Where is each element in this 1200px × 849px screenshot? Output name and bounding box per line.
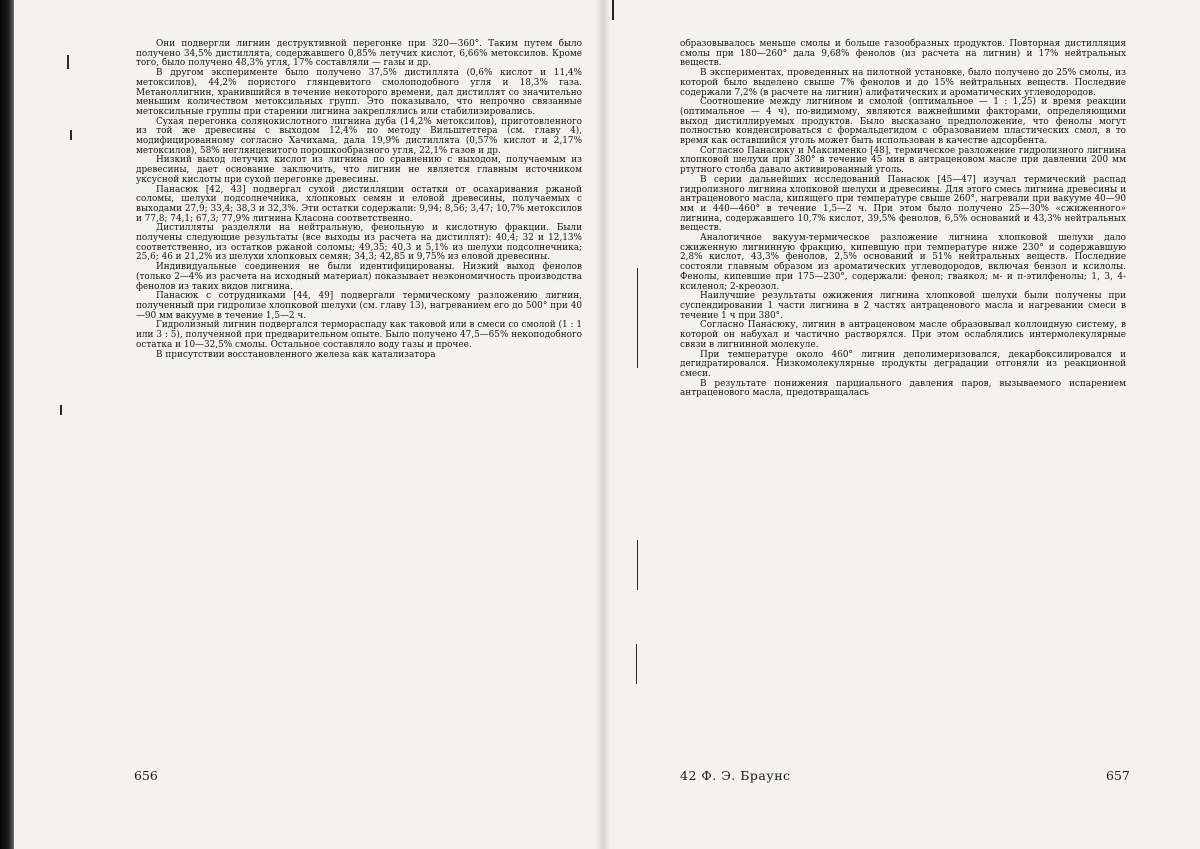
paragraph: Панасюк [42, 43] подвергал сухой дистилляции остатки от осахаривания ржаной соломы, шелухи подсолнечника, хлопковых семян и еловой древесины, получаемых с выходами 27,9; 33,4; 38,3 и 32,3%. Эти остатки содержали: 9,94; 8,56; 3,47; 10,7% метоксилов и 77,8; 74,1; 67,3; 77,9% лигнина Класона соответственно. — [136, 184, 582, 224]
paragraph: Соотношение между лигнином и смолой (оптимальное — 1 : 1,25) и время реакции (оптимальное — 4 ч), по-видимому, являются важнейшими факторами, определяющими выход дистиллируемых продуктов. Было высказано предположение, что фенолы могут полностью конденсироваться с формальдегидом с образованием пластических смол, в то время как оставшийся уголь может быть использован в качестве адсорбента. — [680, 97, 1126, 147]
page-number-right: 657 — [1106, 768, 1130, 783]
paragraph: Наилучшие результаты ожижения лигнина хлопковой шелухи были получены при суспендировании 1 части лигнина в 2 частях антраценового масла и нагревании смеси в течение 1 ч при 380°. — [680, 291, 1126, 321]
paragraph: Согласно Панасюку, лигнин в антраценовом масле образовывал коллоидную систему, в которой он набухал и частично растворялся. При этом ослаблялись интермолекулярные связи в лигнинной молекуле. — [680, 320, 1126, 350]
paragraph: Аналогичное вакуум-термическое разложение лигнина хлопковой шелухи дало сжиженную лигнинную фракцию, кипевшую при температуре ниже 230° и содержавшую 2,8% кислот, 43,3% фенолов, 2,5% оснований и 51% нейтральных веществ. Последние состояли главным образом из ароматических углеводородов, включая бензол и ксилолы. Фенолы, кипевшие при 175—230°, содержали: фенол; гваякол; м- и п-этилфенолы; 1, 3, 4-ксиленол; 2-креозол. — [680, 233, 1126, 292]
paragraph: Панасюк с сотрудниками [44, 49] подвергали термическому разложению лигнин, полученный при гидролизе хлопковой шелухи (см. главу 13), нагреванием его до 500° при 40—90 мм вакууме в течение 1,5—2 ч. — [136, 291, 582, 321]
paragraph: При температуре около 460° лигнин деполимеризовался, декарбоксилировался и дегидратировался. Низкомолекулярные продукты деградации отгоняли из реакционной смеси. — [680, 349, 1126, 379]
paragraph: В присутствии восстановленного железа как катализатора — [156, 349, 436, 360]
paragraph: В результате понижения парциального давления паров, вызываемого испарением антраценового масла, предотвращалась — [680, 378, 1126, 399]
page-number-left: 656 — [134, 768, 158, 783]
scan-line — [637, 540, 638, 590]
book-gutter — [596, 0, 610, 849]
scan-line — [636, 644, 637, 684]
paragraph: Низкий выход летучих кислот из лигнина по сравнению с выходом, получаемым из древесины, дает основание заключить, что лигнин не является главным источником уксусной кислоты при сухой перегонке древесины. — [136, 155, 582, 185]
paragraph: Сухая перегонка солянокислотного лигнина дуба (14,2% метоксилов), приготовленного из той же древесины с выходом 12,4% по методу Вильштеттера (см. главу 4), модифицированному согласно Хачихама, дала 19,9% дистиллята (0,57% кислот и 2,17% метоксилов), 58% неглянцевитого порошкообразного угля, 22,1% газов и др. — [136, 116, 582, 156]
paragraph: В серии дальнейших исследований Панасюк [45—47] изучал термический распад гидролизного лигнина хлопковой шелухи и древесины. Для этого смесь лигнина древесины и антраценового масла, кипящего при температуре свыше 260°, нагревали при вакууме 40—90 мм и 440—460° в течение 1,5—2 ч. При этом было получено 25—30% «сжиженного» лигнина, содержавшего 10,7% кислот, 39,5% фенолов, 6,5% оснований и 43,3% нейтральных веществ. — [680, 174, 1126, 234]
right-page — [680, 40, 1126, 820]
paragraph: образовывалось меньше смолы и больше газообразных продуктов. Повторная дистилляция смолы при 180—260° дала 9,68% фенолов (из расчета на лигнин) и 17% нейтральных веществ. — [680, 39, 1126, 69]
scan-edge-shadow — [0, 0, 14, 849]
scan-line — [637, 268, 638, 368]
scan-speck — [67, 55, 69, 69]
paragraph: В другом эксперименте было получено 37,5% дистиллята (0,6% кислот и 11,4% метоксилов), 44,2% пористого глянцевитого смолоподобного угля и 18,3% газа. Метаноллигнин, хранившийся в течение некоторого времени, дал дистиллят со значительно меньшим количеством метоксильных групп. Это показывало, что непрочно связанные метоксильные группы при старении лигнина закреплялись или стабилизировались. — [136, 68, 582, 117]
signature-mark: 42 Ф. Э. Браунс — [680, 768, 791, 783]
paragraph: Гидролизный лигнин подвергался термораспаду как таковой или в смеси со смолой (1 : 1 или 3 : 5), полученной при предварительном опыте. Было получено 47,5—65% некоподобного остатка и 10—32,5% смолы. Остальное составляло воду газы и прочее. — [136, 320, 582, 350]
left-page — [136, 40, 582, 820]
paragraph: Они подвергли лигнин деструктивной перегонке при 320—360°. Таким путем было получено 34,5% дистиллята, содержавшего 0,85% летучих кислот, 6,66% метоксилов. Кроме того, было получено 48,3% угля, 17% составляли — газы и др. — [136, 39, 582, 69]
paragraph: В экспериментах, проведенных на пилотной установке, было получено до 25% смолы, из которой было выделено свыше 7% фенолов и до 15% нейтральных веществ. Последние содержали 7,2% (в расчете на лигнин) алифатических и ароматических углеводородов. — [680, 68, 1126, 98]
paragraph: Дистилляты разделяли на нейтральную, фенольную и кислотную фракции. Были получены следующие результаты (все выходы из расчета на дистиллят): 40,4; 32 и 12,13% соответственно, из остатков ржаной соломы; 49,35; 40,3 и 5,1% из шелухи подсолнечника; 25,6; 46 и 21,2% из шелухи хлопковых семян; 34,3; 42,85 и 9,75% из еловой древесины. — [136, 223, 582, 263]
scan-speck — [70, 130, 72, 140]
paragraph: Индивидуальные соединения не были идентифицированы. Низкий выход фенолов (только 2—4% из расчета на исходный материал) показывает неэкономичность производства фенолов из таких видов лигнина. — [136, 262, 582, 292]
binding-pin-icon — [612, 0, 614, 20]
paragraph: Согласно Панасюку и Максименко [48], термическое разложение гидролизного лигнина хлопковой шелухи при 380° в течение 45 мин в антраценовом масле при давлении 200 мм ртутного столба давало активированный уголь. — [680, 145, 1126, 176]
scan-speck — [60, 405, 62, 415]
